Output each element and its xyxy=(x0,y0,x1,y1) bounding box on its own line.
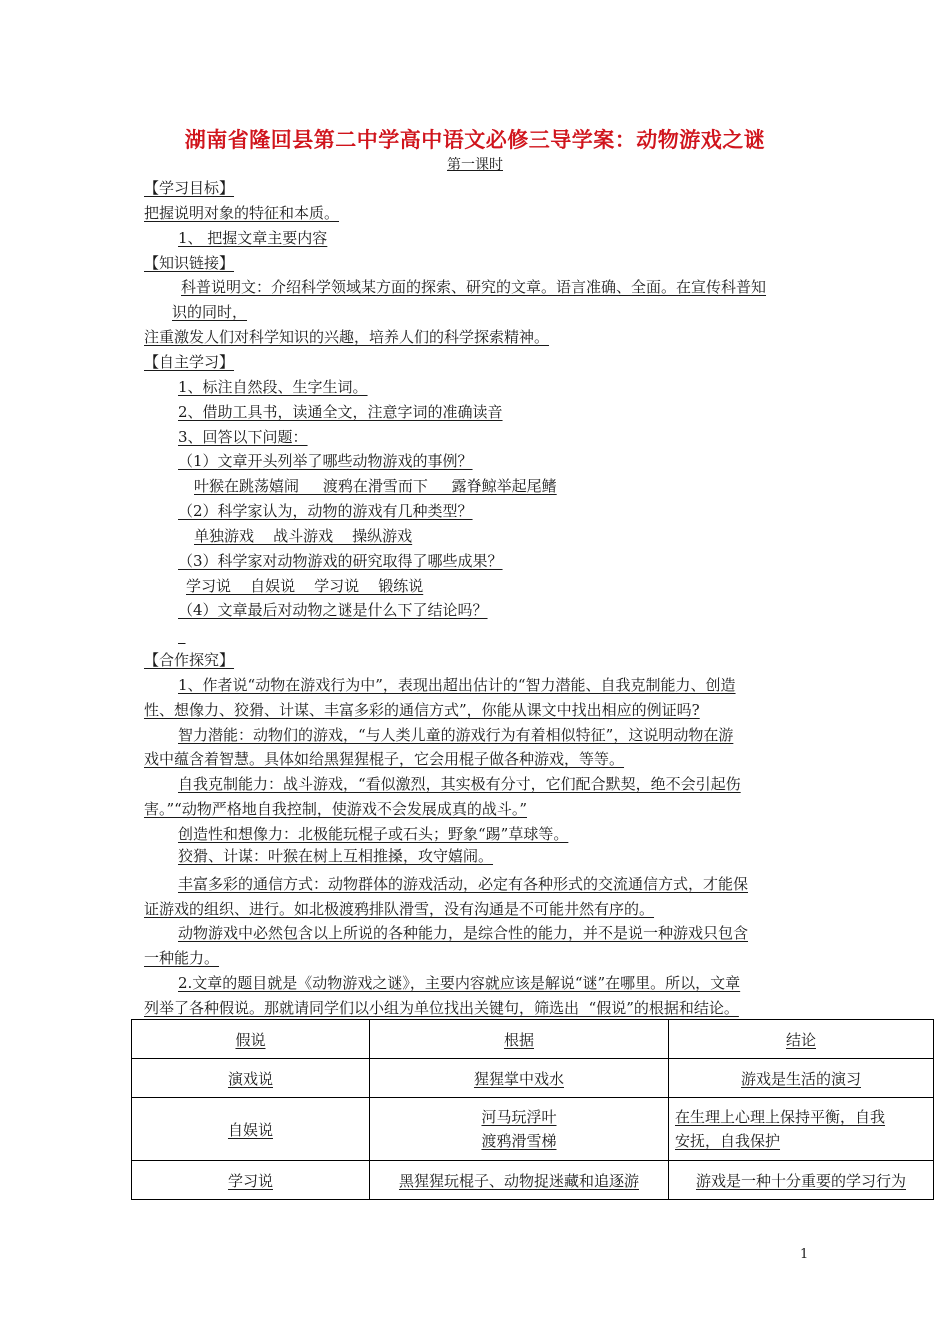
answer-line: 单独游戏 战斗游戏 操纵游戏 xyxy=(194,527,413,545)
answer-line: 学习说 自娱说 学习说 锻练说 xyxy=(186,577,424,595)
section-heading-goals: 【学习目标】 xyxy=(144,179,235,197)
text-line: 证游戏的组织、进行。如北极渡鸦排队滑雪，没有沟通是不可能井然有序的。 xyxy=(144,900,655,918)
text-line: 丰富多彩的通信方式：动物群体的游戏活动，必定有各种形式的交流通信方式，才能保 xyxy=(178,875,749,893)
table-row xyxy=(132,1161,934,1200)
table-cell: 游戏是一种十分重要的学习行为 xyxy=(669,1161,934,1200)
table-header-cell: 假说 xyxy=(132,1020,370,1059)
table-cell: 黑猩猩玩棍子、动物捉迷藏和追逐游 xyxy=(370,1161,669,1200)
text-line: 列举了各种假说。那就请同学们以小组为单位找出关键句，筛选出 “假说”的根据和结论。 xyxy=(144,999,739,1017)
text-line: 3、回答以下问题： xyxy=(178,428,308,446)
table-cell: 河马玩浮叶 渡鸦滑雪梯 xyxy=(370,1098,669,1161)
text-line: 害。”“动物严格地自我控制，使游戏不会发展成真的战斗。” xyxy=(144,800,528,818)
table-cell: 演戏说 xyxy=(132,1059,370,1098)
question-line: （1）文章开头列举了哪些动物游戏的事例？ xyxy=(178,452,473,470)
text-line: 自我克制能力：战斗游戏，“看似激烈，其实极有分寸，它们配合默契，绝不会引起伤 xyxy=(178,775,741,793)
question-line: （2）科学家认为，动物的游戏有几种类型？ xyxy=(178,502,473,520)
text-line: 戏中蕴含着智慧。具体如给黑猩猩棍子，它会用棍子做各种游戏，等等。 xyxy=(144,750,625,768)
table-row xyxy=(132,1059,934,1098)
table-cell: 猩猩掌中戏水 xyxy=(370,1059,669,1098)
text-line: 科普说明文：介绍科学领域某方面的探索、研究的文章。语言准确、全面。在宣传科普知 xyxy=(181,278,767,296)
text-line: 性、想像力、狡猾、计谋、丰富多彩的通信方式”，你能从课文中找出相应的例证吗? xyxy=(144,701,700,719)
table-row xyxy=(132,1098,934,1161)
section-heading-knowledge: 【知识链接】 xyxy=(144,254,235,272)
document-title: 湖南省隆回县第二中学高中语文必修三导学案：动物游戏之谜 xyxy=(184,127,766,152)
table-header-row xyxy=(132,1020,934,1059)
text-line: 创造性和想像力：北极能玩棍子或石头；野象“踢”草球等。 xyxy=(178,825,569,843)
text-line: 2、借助工具书，读通全文，注意字词的准确读音 xyxy=(178,403,503,421)
section-heading-cooperative: 【合作探究】 xyxy=(144,651,235,669)
text-line: 1、 把握文章主要内容 xyxy=(178,229,328,247)
table-cell: 学习说 xyxy=(132,1161,370,1200)
text-line: 注重激发人们对科学知识的兴趣，培养人们的科学探索精神。 xyxy=(144,328,550,346)
question-line: （3）科学家对动物游戏的研究取得了哪些成果？ xyxy=(178,552,503,570)
table-header-cell: 结论 xyxy=(669,1020,934,1059)
section-heading-self-study: 【自主学习】 xyxy=(144,353,235,371)
question-line: （4）文章最后对动物之谜是什么下了结论吗？ xyxy=(178,601,488,619)
text-line: 2.文章的题目就是《动物游戏之谜》，主要内容就应该是解说“谜”在哪里。所以，文章 xyxy=(178,974,741,992)
text-line: 动物游戏中必然包含以上所说的各种能力，是综合性的能力，并不是说一种游戏只包含 xyxy=(178,924,749,942)
page-number: 1 xyxy=(800,1247,809,1262)
table-header-cell: 根据 xyxy=(370,1020,669,1059)
text-line: 智力潜能：动物们的游戏，“与人类儿童的游戏行为有着相似特征”，这说明动物在游 xyxy=(178,726,734,744)
text-line: 识的同时， xyxy=(172,303,248,321)
table-cell: 游戏是生活的演习 xyxy=(669,1059,934,1098)
table-cell: 在生理上心理上保持平衡，自我 安抚，自我保护 xyxy=(669,1098,934,1161)
blank-line: _ xyxy=(178,626,186,644)
hypothesis-table xyxy=(131,1019,934,1200)
table-cell: 自娱说 xyxy=(132,1098,370,1161)
text-line: 一种能力。 xyxy=(144,949,220,967)
text-line: 1、标注自然段、生字生词。 xyxy=(178,378,368,396)
text-line: 把握说明对象的特征和本质。 xyxy=(144,204,340,222)
text-line: 狡猾、计谋：叶猴在树上互相推搡，攻守嬉闹。 xyxy=(178,847,494,865)
lesson-subtitle: 第一课时 xyxy=(447,157,503,173)
answer-line: 叶猴在跳荡嬉闹 渡鸦在滑雪而下 露脊鲸举起尾鳍 xyxy=(194,477,557,495)
text-line: 1、作者说“动物在游戏行为中”，表现出超出估计的“智力潜能、自我克制能力、创造 xyxy=(178,676,736,694)
